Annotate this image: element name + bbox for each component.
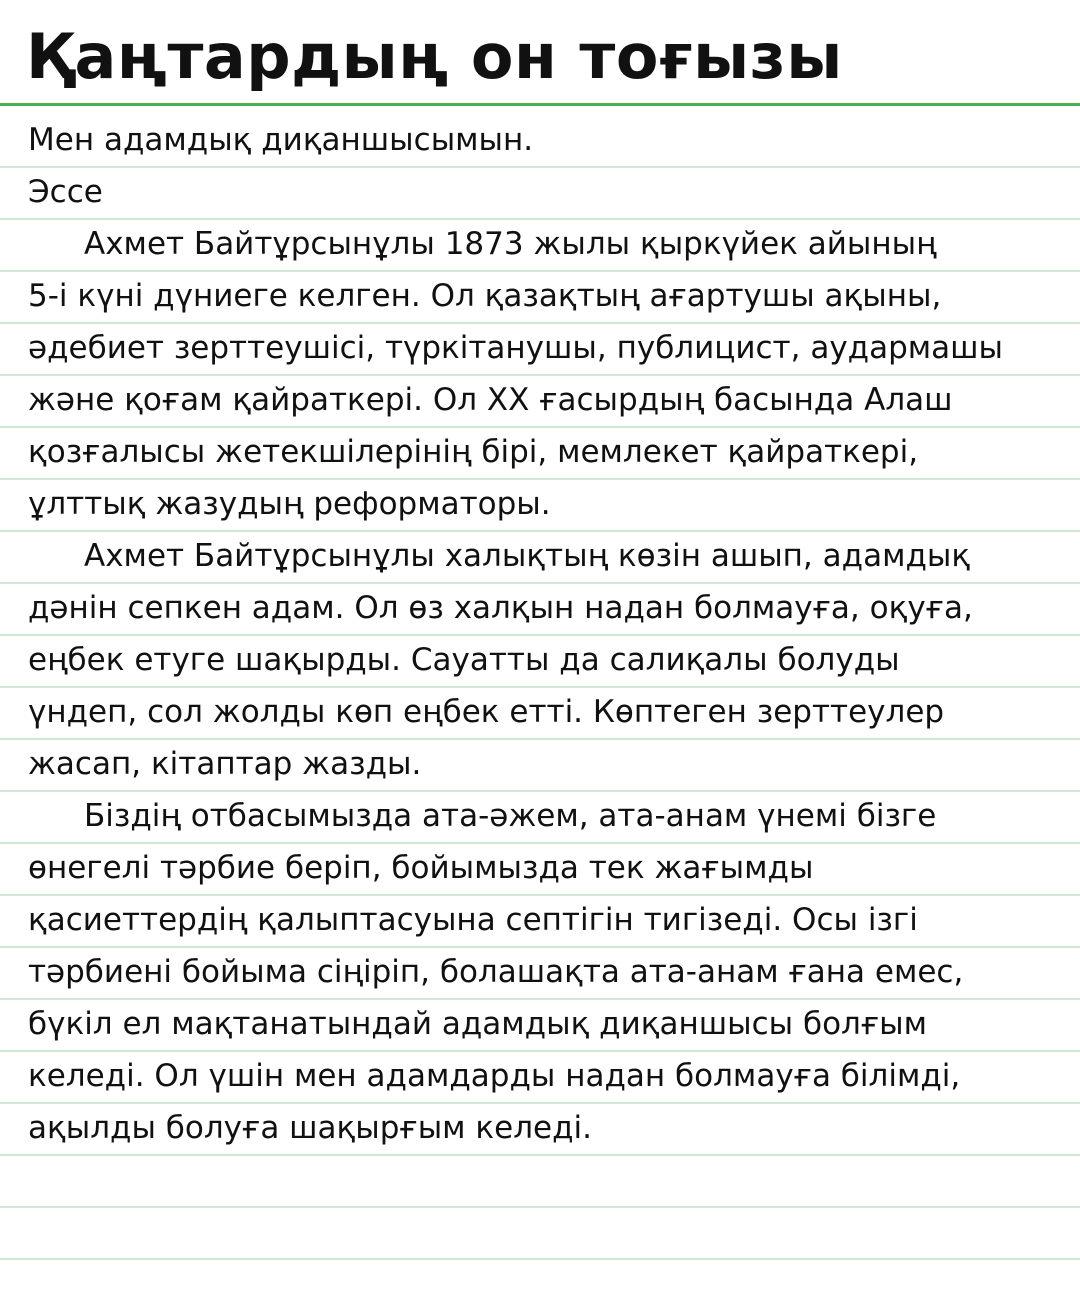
paragraph-3-line-6: келеді. Ол үшін мен адамдарды надан болмауға білімді, [28,1058,961,1094]
paragraph-1-line-5: қозғалысы жетекшілерінің бірі, мемлекет қайраткері, [28,434,919,470]
genre-label-line: Эссе [28,174,103,210]
paragraph-3-line-4: тәрбиені бойыма сіңіріп, болашақта ата-анам ғана емес, [28,954,964,990]
paragraph-2-line-1: Ахмет Байтұрсынұлы халықтың көзін ашып, адамдық [84,538,971,574]
paragraph-1-line-3: әдебиет зерттеушісі, түркітанушы, публицист, аудармашы [28,330,1004,366]
paragraph-1-line-4: және қоғам қайраткері. Ол XX ғасырдың басында Алаш [28,382,953,418]
page-title: Қаңтардың он тоғызы [26,20,843,93]
paragraph-1-line-1: Ахмет Байтұрсынұлы 1873 жылы қыркүйек айының [84,226,937,262]
paragraph-2-line-4: үндеп, сол жолды көп еңбек етті. Көптеген зерттеулер [28,694,945,730]
title-divider [0,103,1080,106]
paragraph-2-line-3: еңбек етуге шақырды. Сауатты да салиқалы болуды [28,642,900,678]
paragraph-3-line-1: Біздің отбасымызда ата-әжем, ата-анам үнемі бізге [84,798,937,834]
essay-body [28,114,1068,1154]
paragraph-1-line-6: ұлттық жазудың реформаторы. [28,486,551,522]
essay-topic-line: Мен адамдық диқаншысымын. [28,122,534,158]
paragraph-1-line-2: 5-і күні дүниеге келген. Ол қазақтың ағартушы ақыны, [28,278,942,314]
paragraph-2-line-5: жасап, кітаптар жазды. [28,746,422,782]
paragraph-3-line-3: қасиеттердің қалыптасуына септігін тигізеді. Осы ізгі [28,902,918,938]
paragraph-2-line-2: дәнін сепкен адам. Ол өз халқын надан болмауға, оқуға, [28,590,973,626]
paragraph-3-line-2: өнегелі тәрбие беріп, бойымызда тек жағымды [28,850,814,886]
paragraph-3-line-5: бүкіл ел мақтанатындай адамдық диқаншысы болғым [28,1006,928,1042]
paragraph-3-line-7: ақылды болуға шақырғым келеді. [28,1110,593,1146]
